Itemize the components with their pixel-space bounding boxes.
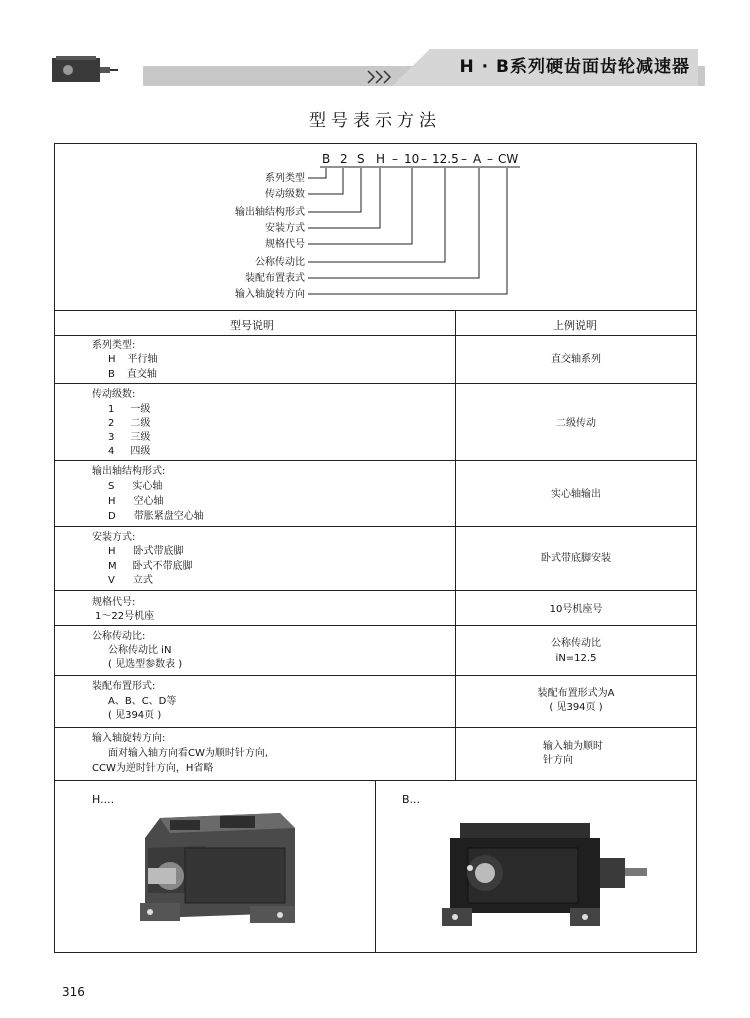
row-line: ( 见394页 ) (108, 710, 162, 721)
row-example: 公称传动比 (551, 638, 601, 649)
row-example: 装配布置形式为A (537, 688, 615, 699)
row-example: ( 见394页 ) (549, 702, 603, 713)
row-example: 二级传动 (556, 418, 596, 429)
column-header-left: 型号说明 (230, 319, 274, 332)
code-char: – (487, 152, 493, 166)
code-char: – (392, 152, 398, 166)
divider (54, 335, 697, 336)
column-header-right: 上例说明 (553, 319, 597, 332)
code-char: – (461, 152, 467, 166)
row-title: 传动级数: (92, 389, 136, 400)
row-example: 实心轴输出 (551, 489, 601, 500)
code-char: B (322, 152, 331, 166)
row-item: 4 四级 (108, 446, 151, 457)
h-series-gearbox-image (130, 808, 305, 933)
code-leader-lines (0, 0, 750, 310)
row-item: 1 一级 (108, 404, 151, 415)
row-item: S 实心轴 (108, 481, 163, 492)
row-line: CCW为逆时针方向，H省略 (92, 763, 214, 774)
divider (54, 727, 697, 728)
row-line: 公称传动比 iN (108, 645, 172, 656)
divider (54, 526, 697, 527)
row-line: ( 见选型参数表 ) (108, 659, 183, 670)
row-item: M 卧式不带底脚 (108, 561, 193, 572)
divider (54, 625, 697, 626)
row-item: H 空心轴 (108, 496, 164, 507)
row-title: 规格代号: (92, 597, 136, 608)
code-char: H (376, 152, 386, 166)
code-label: 系列类型 (265, 173, 305, 184)
page-number: 316 (62, 985, 85, 999)
row-item: B 直交轴 (108, 369, 157, 380)
row-title: 系列类型: (92, 340, 136, 351)
row-item: H 卧式带底脚 (108, 546, 184, 557)
divider (54, 590, 697, 591)
code-char: 2 (340, 152, 348, 166)
row-title: 公称传动比: (92, 631, 146, 642)
code-char: A (473, 152, 482, 166)
code-char: CW (498, 152, 519, 166)
code-char: 12.5 (432, 152, 459, 166)
row-example: iN=12.5 (555, 653, 597, 664)
row-item: V 立式 (108, 575, 153, 586)
row-example: 输入轴为顺时 (543, 741, 603, 752)
row-example: 卧式带底脚安装 (541, 553, 611, 564)
divider (54, 675, 697, 676)
code-label: 规格代号 (265, 239, 305, 250)
code-char: – (421, 152, 427, 166)
photo-label-b: B... (402, 793, 421, 806)
divider (54, 460, 697, 461)
code-label: 输入轴旋转方向 (235, 289, 305, 300)
code-label: 输出轴结构形式 (235, 207, 305, 218)
divider (54, 310, 697, 311)
row-title: 输入轴旋转方向: (92, 733, 166, 744)
row-item: 3 三级 (108, 432, 151, 443)
row-example: 10号机座号 (549, 604, 603, 615)
code-char: S (357, 152, 365, 166)
row-item: D 带胀紧盘空心轴 (108, 511, 204, 522)
code-label: 传动级数 (265, 189, 305, 200)
photo-label-h: H.... (92, 793, 115, 806)
row-title: 安装方式: (92, 532, 136, 543)
row-title: 装配布置形式: (92, 681, 156, 692)
row-item: 2 二级 (108, 418, 151, 429)
row-item: H 平行轴 (108, 354, 158, 365)
row-line: A、B、C、D等 (108, 696, 177, 707)
row-example: 直交轴系列 (551, 354, 601, 365)
code-label: 公称传动比 (255, 257, 305, 268)
row-line: 1～22号机座 (95, 611, 155, 622)
row-title: 输出轴结构形式: (92, 466, 166, 477)
code-char: 10 (404, 152, 420, 166)
row-example: 针方向 (543, 755, 573, 766)
code-label: 安装方式 (265, 223, 305, 234)
b-series-gearbox-image (440, 818, 650, 930)
divider (54, 383, 697, 384)
header-title: H · B系列硬齿面齿轮减速器 (459, 57, 690, 77)
code-label: 装配布置表式 (245, 273, 305, 284)
page-title: 型号表示方法 (309, 111, 441, 131)
row-line: 面对输入轴方向看CW为顺时针方向, (108, 748, 269, 759)
photo-divider (375, 780, 376, 953)
